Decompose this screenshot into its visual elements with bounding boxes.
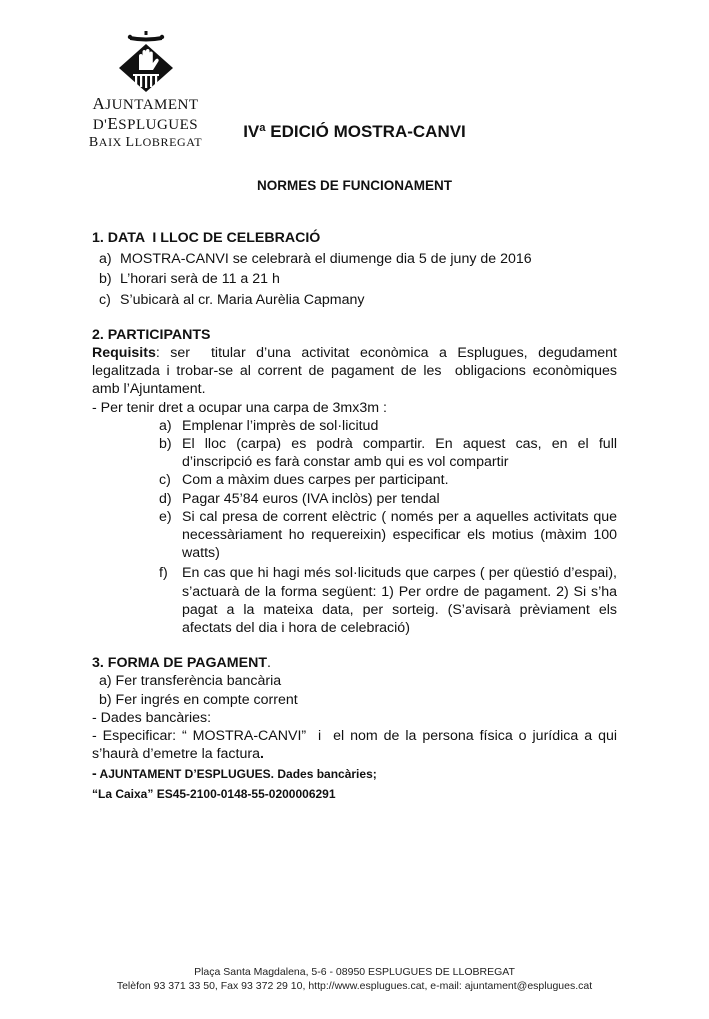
list-text: MOSTRA-CANVI se celebrarà el diumenge dia 5 de juny de 2016 (120, 251, 532, 268)
specify-text: - Especificar: “ MOSTRA-CANVI” i el nom de la persona física o jurídica a qui s’haurà d’emetre la factura (92, 728, 621, 763)
list-text: Emplenar l’imprès de sol·licitud (182, 417, 379, 434)
list-item: a) Fer transferència bancària (99, 673, 282, 690)
document-title (0, 122, 709, 142)
list-text: En cas que hi hagi més sol·licituds que carpes ( per qüestió d’espai), s’actuarà de la forma següent: 1) Per ordre de pagament. 2) Si s’ha pagat a la mateixa data, per sorteig. (S’avisarà prèviament els afectats del dia i hora de celebració) (182, 565, 617, 637)
org-name-part: JUNTAMENT D' (92, 97, 199, 133)
section-payment (92, 654, 621, 804)
list-item (92, 508, 617, 563)
section-heading-text: 3. FORMA DE PAGAMENT (92, 655, 267, 672)
bank-holder-text: AJUNTAMENT D’ESPLUGUES. Dades bancàries; (96, 767, 377, 782)
org-name-initial: A (92, 94, 106, 113)
requirements-label: Requisits (92, 345, 156, 362)
list-marker: c) (159, 472, 171, 489)
list-marker: a) (99, 251, 112, 268)
footer-address: Plaça Santa Magdalena, 5-6 - 08950 ESPLUGUES DE LLOBREGAT (194, 966, 515, 978)
section-date-location (92, 229, 617, 309)
section-heading: 1. DATA I LLOC DE CELEBRACIÓ (92, 230, 321, 246)
list-text: Pagar 45’84 euros (IVA inclòs) per tendal (182, 490, 440, 507)
list-text: L’horari serà de 11 a 21 h (120, 271, 280, 288)
list-marker: b) (99, 271, 112, 288)
org-name-part-2: SPLUGUES (118, 117, 199, 133)
carpa-intro: - Per tenir dret a ocupar una carpa de 3mx3m : (92, 399, 387, 416)
list-item: b) Fer ingrés en compte corrent (99, 691, 298, 708)
list-text: S’ubicarà al cr. Maria Aurèlia Capmany (120, 291, 365, 308)
specify-period: . (259, 746, 264, 763)
specify-paragraph (92, 727, 621, 763)
org-sub-part: AIX (98, 135, 126, 149)
list-item (92, 471, 617, 489)
requirements-text: : ser titular d’una activitat econòmica a Esplugues, degudament legalitzada i trobar-se al corrent de pagament de les obligacions econòmiques amb l’Ajuntament. (92, 345, 621, 398)
list-item (92, 250, 617, 268)
list-item (92, 564, 617, 637)
document-body (92, 229, 621, 820)
section-participants (92, 326, 621, 637)
list-text: El lloc (carpa) es podrà compartir. En aquest cas, en el full d’inscripció es farà constar amb qui es vol compartir (182, 436, 617, 471)
org-name-initial-2: E (107, 114, 119, 133)
list-item (92, 417, 617, 435)
list-marker: a) (159, 417, 172, 434)
list-marker: d) (159, 490, 172, 507)
list-item (92, 270, 617, 288)
list-item (92, 291, 617, 309)
document-title-text: IVª EDICIÓ MOSTRA-CANVI (243, 122, 466, 141)
list-marker: e) (159, 508, 172, 525)
bank-details-label: - Dades bancàries: (92, 709, 212, 726)
footer-contact: Telèfon 93 371 33 50, Fax 93 372 29 10, http://www.esplugues.cat, e-mail: ajuntament@esplugues.cat (116, 980, 593, 992)
list-text: Si cal presa de corrent elèctric ( només per a aquelles activitats que necessàriament ho requereixin) especificar els motius (màxim 100 watts) (182, 508, 617, 562)
requirements-paragraph (92, 344, 621, 399)
org-sub-initial: B (88, 135, 99, 150)
org-sub-part-2: LOBREGAT (134, 135, 203, 149)
list-item (92, 435, 617, 471)
section-heading: 2. PARTICIPANTS (92, 326, 211, 343)
org-sub-initial-2: L (125, 135, 135, 150)
section-heading (92, 654, 617, 672)
bank-account-number: “La Caixa” ES45-2100-0148-55-0200006291 (92, 787, 336, 802)
document-subtitle: NORMES DE FUNCIONAMENT (257, 178, 452, 193)
list-marker: f) (159, 565, 168, 582)
list-marker: c) (99, 291, 111, 308)
list-text: Com a màxim dues carpes per participant. (182, 472, 449, 489)
list-marker: b) (159, 436, 172, 453)
bank-dash: - (92, 765, 97, 782)
list-item (92, 490, 617, 508)
heading-period: . (266, 655, 271, 672)
coat-of-arms-icon (111, 30, 181, 92)
bank-account-holder (92, 763, 617, 784)
